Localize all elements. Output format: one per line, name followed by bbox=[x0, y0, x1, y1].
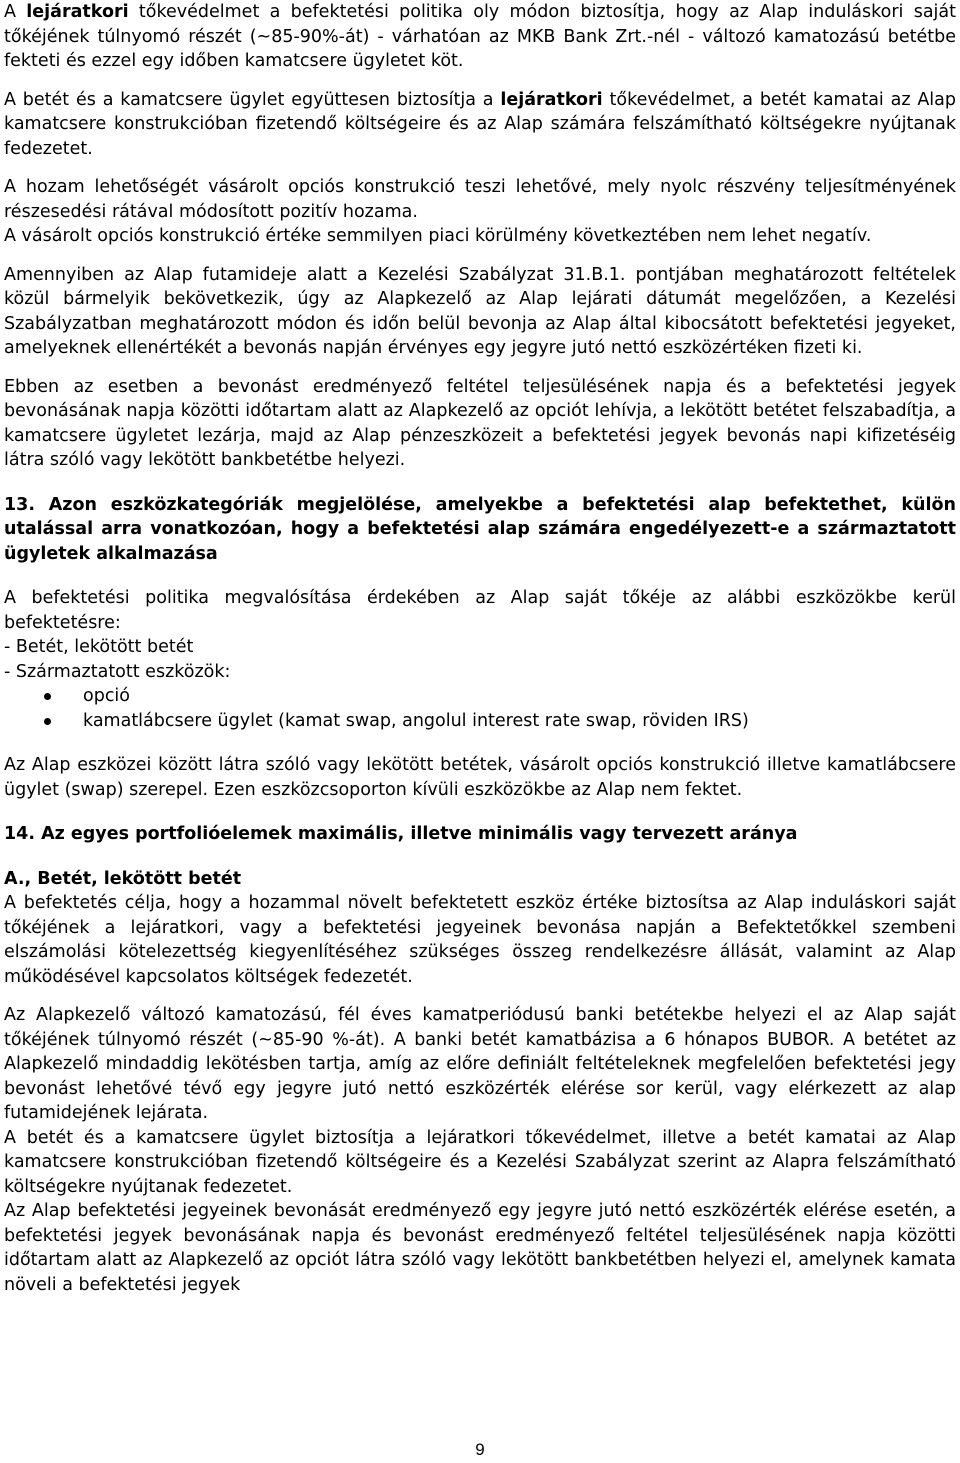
bullet-icon bbox=[44, 718, 51, 725]
paragraph-option-yield: A hozam lehetőségét vásárolt opciós konstrukció teszi lehetővé, mely nyolc részvény teljesítményének részesedési rátával módosított pozitív hozama. bbox=[4, 177, 956, 222]
bold-term: lejáratkori bbox=[26, 2, 129, 22]
bold-term: lejáratkori bbox=[500, 89, 603, 110]
derivatives-list bbox=[4, 684, 956, 733]
dash-item-deposit: - Betét, lekötött betét bbox=[4, 637, 194, 657]
section-heading-14: 14. Az egyes portfolióelemek maximális, illetve minimális vagy tervezett aránya bbox=[4, 824, 798, 844]
paragraph-deposit-protection: A betét és a kamatcsere ügylet biztosítja a lejáratkori tőkevédelmet, illetve a betét kamatai az Alap kamatcsere konstrukcióban fizetendő költségeire és a Kezelési Szabályzat szerint az Alapra felszámítható költségekre nyújtanak fedezetet. bbox=[4, 1127, 956, 1197]
list-item: opció bbox=[4, 684, 956, 709]
paragraph-investment-goal: A befektetés célja, hogy a hozammal növelt befektetett eszköz értéke biztosítsa az Alap induláskori saját tőkéjének a lejáratkori, vagy a befektetési jegyeinek bevonása napján a Befektetőkkel szembeni elszámolási kötelezettség kiegyenlítéséhez szükséges összeg rendelkezésre állását, valamint az Alap működésével kapcsolatos költségek fedezetét. bbox=[4, 893, 956, 987]
paragraph-redemption-process: Ebben az esetben a bevonást eredményező feltétel teljesülésének napja és a befektetési jegyek bevonásának napja közötti időtartam alatt az Alapkezelő az opciót lehívja, a lekötött betétet felszabadítja, a kamatcsere ügyletet lezárja, majd az Alap pénzeszközeit a befektetési jegyek bevonás napi kifizetéséig látra szóló vagy lekötött bankbetétbe helyezi. bbox=[4, 376, 956, 470]
bullet-icon bbox=[44, 693, 51, 700]
paragraph-capital-protection: A lejáratkori tőkevédelmet a befektetési politika oly módon biztosítja, hogy az Alap induláskori saját tőkéjének túlnyomó részét (~85-90%-át) - várhatóan az MKB Bank Zrt.-nél - változó kamatozású betétbe fekteti és ezzel egy időben kamatcsere ügyletet köt. bbox=[4, 2, 956, 71]
paragraph-asset-summary: Az Alap eszközei között látra szóló vagy lekötött betétek, vásárolt opciós konstrukció illetve kamatlábcsere ügylet (swap) szerepel. Ezen eszközcsoporton kívüli eszközökbe az Alap nem fektet. bbox=[4, 755, 956, 800]
dash-item-derivatives: - Származtatott eszközök: bbox=[4, 661, 231, 682]
paragraph-early-redemption: Amennyiben az Alap futamideje alatt a Kezelési Szabályzat 31.B.1. pontjában meghatározott feltételek közül bármelyik bekövetkezik, úgy az Alapkezelő az Alap lejárati dátumát megelőzően, a Kezelési Szabályzatban meghatározott módon és időn belül bevonja az Alap által kibocsátott befektetési jegyeket, amelyeknek ellenértékét a bevonás napján érvényes egy jegyre jutó nettó eszközértéken fizeti ki. bbox=[4, 264, 956, 358]
list-item: kamatlábcsere ügylet (kamat swap, angolul interest rate swap, röviden IRS) bbox=[4, 709, 956, 734]
paragraph-floating-deposit: Az Alapkezelő változó kamatozású, fél éves kamatperiódusú banki betétekbe helyezi el az Alap saját tőkéjének túlnyomó részét (~85-90 %-át). A banki betét kamatbázisa a 6 hónapos BUBOR. A betétet az Alapkezelő mindaddig lekötésben tartja, amíg az előre definiált feltételeknek megfelelően befektetési jegy bevonást lehetővé tévő egy jegyre jutó nettó eszközérték elérése sor kerül, vagy elérkezett az alap futamidejének lejárata. bbox=[4, 1005, 956, 1123]
paragraph-deposit-swap: A betét és a kamatcsere ügylet együttesen biztosítja a lejáratkori tőkevédelmet, a betét kamatai az Alap kamatcsere konstrukcióban fizetendő költségeire és az Alap számára felszámítható költségekre nyújtanak fedezetet. bbox=[4, 89, 957, 159]
paragraph-redemption-deposit: Az Alap befektetési jegyeinek bevonását eredményező egy jegyre jutó nettó eszközérték elérése esetén, a befektetési jegyek bevonásának napja és bevonást eredményező feltétel teljesülésének napja közötti időtartam alatt az Alapkezelő az opciót látra szóló vagy lekötött bankbetétben helyezi el, amelynek kamata növeli a befektetési jegyek bbox=[4, 1201, 956, 1295]
paragraph-option-value: A vásárolt opciós konstrukció értéke semmilyen piaci körülmény következtében nem lehet negatív. bbox=[4, 226, 872, 246]
subsection-heading-a: A., Betét, lekötött betét bbox=[4, 868, 242, 889]
paragraph-asset-classes: A befektetési politika megvalósítása érdekében az Alap saját tőkéje az alábbi eszközökbe kerül befektetésre: bbox=[4, 588, 956, 633]
document-page bbox=[4, 0, 956, 1297]
section-heading-13: 13. Azon eszközkategóriák megjelölése, amelyekbe a befektetési alap befektethet, külön utalással arra vonatkozóan, hogy a befektetési alap számára engedélyezett-e a származtatott ügyletek alkalmazása bbox=[4, 494, 956, 564]
page-number: 9 bbox=[475, 1440, 485, 1459]
